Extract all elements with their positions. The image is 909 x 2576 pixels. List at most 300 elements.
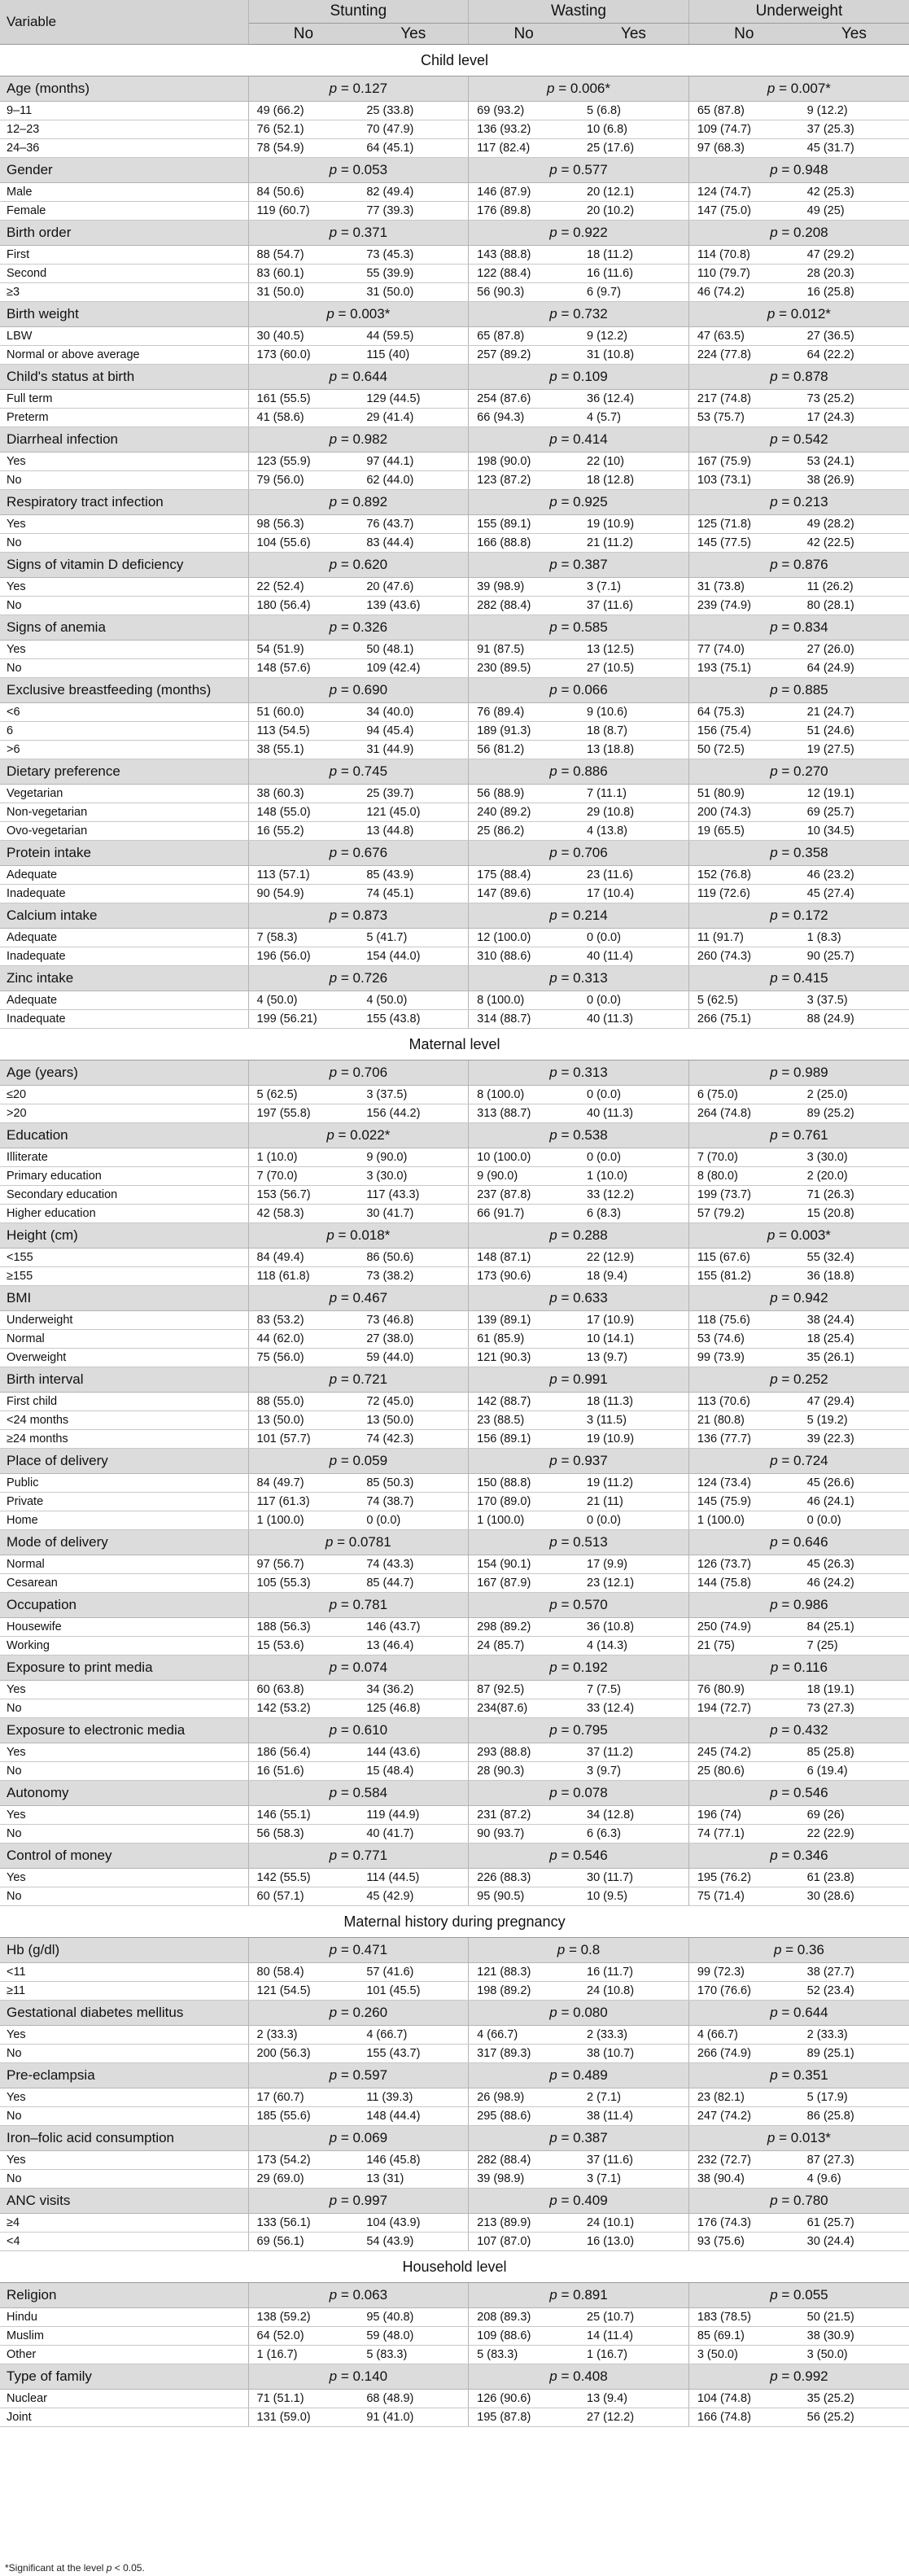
p-value: p = 0.252	[688, 1367, 909, 1393]
table-row	[0, 641, 909, 659]
count-cell: 136 (77.7)	[688, 1430, 798, 1449]
variable-label: Control of money	[0, 1843, 248, 1869]
count-cell: 39 (22.3)	[799, 1430, 909, 1449]
category-label: Normal	[0, 1555, 248, 1574]
category-label: ≤20	[0, 1086, 248, 1104]
category-label: ≥3	[0, 283, 248, 302]
category-label: <24 months	[0, 1411, 248, 1430]
count-cell: 23 (88.5)	[469, 1411, 579, 1430]
count-cell: 5 (62.5)	[248, 1086, 358, 1104]
count-cell: 13 (46.4)	[358, 1637, 468, 1655]
count-cell: 18 (25.4)	[799, 1330, 909, 1349]
variable-group-row	[0, 553, 909, 578]
count-cell: 4 (66.7)	[688, 2026, 798, 2045]
p-value: p = 0.584	[248, 1781, 469, 1806]
count-cell: 293 (88.8)	[469, 1743, 579, 1762]
p-value: p = 0.761	[688, 1123, 909, 1148]
variable-group-row	[0, 2126, 909, 2151]
count-cell: 6 (9.7)	[579, 283, 688, 302]
count-cell: 147 (89.6)	[469, 885, 579, 903]
p-value: p = 0.006*	[469, 77, 689, 102]
count-cell: 113 (54.5)	[248, 722, 358, 741]
variable-label: Age (months)	[0, 77, 248, 102]
count-cell: 61 (23.8)	[799, 1869, 909, 1887]
category-label: ≥155	[0, 1267, 248, 1286]
category-label: Normal	[0, 1330, 248, 1349]
count-cell: 25 (80.6)	[688, 1762, 798, 1781]
variable-label: Education	[0, 1123, 248, 1148]
variable-group-row	[0, 221, 909, 246]
variable-group-row	[0, 302, 909, 327]
count-cell: 45 (26.3)	[799, 1555, 909, 1574]
table-row	[0, 1267, 909, 1286]
category-label: Housewife	[0, 1618, 248, 1637]
count-cell: 33 (12.4)	[579, 1699, 688, 1718]
count-cell: 34 (40.0)	[358, 703, 468, 722]
variable-group-row	[0, 1449, 909, 1474]
p-value: p = 0.992	[688, 2364, 909, 2390]
variable-label: Birth order	[0, 221, 248, 246]
count-cell: 232 (72.7)	[688, 2151, 798, 2170]
p-value: p = 0.690	[248, 678, 469, 703]
p-value: p = 0.886	[469, 759, 689, 785]
table-row	[0, 1825, 909, 1843]
section-row	[0, 2251, 909, 2283]
p-value: p = 0.080	[469, 2001, 689, 2026]
count-cell: 155 (89.1)	[469, 515, 579, 534]
p-value: p = 0.358	[688, 841, 909, 866]
count-cell: 4 (50.0)	[248, 991, 358, 1010]
count-cell: 154 (44.0)	[358, 947, 468, 966]
category-label: Hindu	[0, 2308, 248, 2327]
count-cell: 104 (43.9)	[358, 2214, 468, 2233]
count-cell: 47 (29.2)	[799, 246, 909, 265]
table-row	[0, 1699, 909, 1718]
count-cell: 46 (24.1)	[799, 1493, 909, 1511]
p-value: p = 0.003*	[688, 1223, 909, 1249]
variable-group-row	[0, 427, 909, 453]
variable-group-row	[0, 2189, 909, 2214]
count-cell: 3 (37.5)	[358, 1086, 468, 1104]
table-row	[0, 2346, 909, 2364]
p-value: p = 0.942	[688, 1286, 909, 1311]
count-cell: 49 (25)	[799, 202, 909, 221]
count-cell: 0 (0.0)	[358, 1511, 468, 1530]
table-row	[0, 1806, 909, 1825]
count-cell: 117 (61.3)	[248, 1493, 358, 1511]
count-cell: 76 (52.1)	[248, 120, 358, 139]
variable-label: BMI	[0, 1286, 248, 1311]
count-cell: 199 (73.7)	[688, 1186, 798, 1205]
count-cell: 22 (10)	[579, 453, 688, 471]
count-cell: 24 (10.8)	[579, 1982, 688, 2001]
count-cell: 69 (25.7)	[799, 803, 909, 822]
count-cell: 2 (20.0)	[799, 1167, 909, 1186]
variable-group-row	[0, 2001, 909, 2026]
count-cell: 61 (85.9)	[469, 1330, 579, 1349]
count-cell: 7 (11.1)	[579, 785, 688, 803]
count-cell: 5 (17.9)	[799, 2088, 909, 2107]
p-value: p = 0.003*	[248, 302, 469, 327]
count-cell: 28 (90.3)	[469, 1762, 579, 1781]
variable-group-row	[0, 1655, 909, 1681]
count-cell: 121 (88.3)	[469, 1963, 579, 1982]
count-cell: 88 (54.7)	[248, 246, 358, 265]
category-label: <11	[0, 1963, 248, 1982]
count-cell: 30 (41.7)	[358, 1205, 468, 1223]
count-cell: 4 (50.0)	[358, 991, 468, 1010]
count-cell: 25 (17.6)	[579, 139, 688, 158]
count-cell: 224 (77.8)	[688, 346, 798, 365]
count-cell: 44 (62.0)	[248, 1330, 358, 1349]
count-cell: 13 (50.0)	[248, 1411, 358, 1430]
count-cell: 36 (12.4)	[579, 390, 688, 409]
header-wasting: Wasting	[469, 0, 689, 24]
count-cell: 21 (80.8)	[688, 1411, 798, 1430]
count-cell: 195 (76.2)	[688, 1869, 798, 1887]
count-cell: 125 (46.8)	[358, 1699, 468, 1718]
variable-label: Respiratory tract infection	[0, 490, 248, 515]
table-row	[0, 1963, 909, 1982]
count-cell: 155 (43.7)	[358, 2045, 468, 2063]
category-label: No	[0, 471, 248, 490]
variable-group-row	[0, 1061, 909, 1086]
variable-label: Diarrheal infection	[0, 427, 248, 453]
category-label: Cesarean	[0, 1574, 248, 1593]
p-value: p = 0.644	[688, 2001, 909, 2026]
count-cell: 103 (73.1)	[688, 471, 798, 490]
p-value: p = 0.140	[248, 2364, 469, 2390]
count-cell: 1 (8.3)	[799, 929, 909, 947]
count-cell: 47 (63.5)	[688, 327, 798, 346]
count-cell: 20 (12.1)	[579, 183, 688, 202]
count-cell: 0 (0.0)	[579, 1086, 688, 1104]
table-row	[0, 722, 909, 741]
count-cell: 85 (50.3)	[358, 1474, 468, 1493]
count-cell: 27 (26.0)	[799, 641, 909, 659]
count-cell: 260 (74.3)	[688, 947, 798, 966]
count-cell: 17 (24.3)	[799, 409, 909, 427]
count-cell: 39 (98.9)	[469, 578, 579, 597]
count-cell: 40 (11.3)	[579, 1010, 688, 1029]
count-cell: 313 (88.7)	[469, 1104, 579, 1123]
count-cell: 7 (25)	[799, 1637, 909, 1655]
p-value: p = 0.172	[688, 903, 909, 929]
p-value: p = 0.706	[248, 1061, 469, 1086]
header-variable: Variable	[0, 0, 248, 45]
count-cell: 28 (20.3)	[799, 265, 909, 283]
count-cell: 167 (87.9)	[469, 1574, 579, 1593]
count-cell: 13 (9.7)	[579, 1349, 688, 1367]
count-cell: 73 (46.8)	[358, 1311, 468, 1330]
category-label: Illiterate	[0, 1148, 248, 1167]
count-cell: 121 (45.0)	[358, 803, 468, 822]
category-label: Non-vegetarian	[0, 803, 248, 822]
p-value: p = 0.371	[248, 221, 469, 246]
count-cell: 186 (56.4)	[248, 1743, 358, 1762]
count-cell: 31 (44.9)	[358, 741, 468, 759]
count-cell: 109 (88.6)	[469, 2327, 579, 2346]
section-row	[0, 1029, 909, 1061]
count-cell: 77 (74.0)	[688, 641, 798, 659]
p-value: p = 0.409	[469, 2189, 689, 2214]
p-value: p = 0.063	[248, 2283, 469, 2308]
category-label: No	[0, 534, 248, 553]
count-cell: 115 (40)	[358, 346, 468, 365]
count-cell: 53 (24.1)	[799, 453, 909, 471]
header-underweight: Underweight	[688, 0, 909, 24]
p-value: p = 0.326	[248, 615, 469, 641]
count-cell: 0 (0.0)	[579, 1148, 688, 1167]
variable-group-row	[0, 1367, 909, 1393]
count-cell: 94 (45.4)	[358, 722, 468, 741]
count-cell: 99 (73.9)	[688, 1349, 798, 1367]
count-cell: 69 (26)	[799, 1806, 909, 1825]
table-row	[0, 515, 909, 534]
count-cell: 0 (0.0)	[579, 1511, 688, 1530]
count-cell: 166 (88.8)	[469, 534, 579, 553]
count-cell: 8 (100.0)	[469, 1086, 579, 1104]
variable-label: Protein intake	[0, 841, 248, 866]
category-label: No	[0, 1825, 248, 1843]
variable-label: Exclusive breastfeeding (months)	[0, 678, 248, 703]
count-cell: 166 (74.8)	[688, 2408, 798, 2427]
category-label: 12–23	[0, 120, 248, 139]
category-label: Ovo-vegetarian	[0, 822, 248, 841]
table-row	[0, 2045, 909, 2063]
header-wasting-yes: Yes	[579, 24, 688, 45]
count-cell: 6 (6.3)	[579, 1825, 688, 1843]
p-value: p = 0.055	[688, 2283, 909, 2308]
count-cell: 131 (59.0)	[248, 2408, 358, 2427]
table-row	[0, 2088, 909, 2107]
p-value: p = 0.0781	[248, 1530, 469, 1555]
count-cell: 0 (0.0)	[579, 929, 688, 947]
count-cell: 101 (45.5)	[358, 1982, 468, 2001]
count-cell: 105 (55.3)	[248, 1574, 358, 1593]
table-row	[0, 1086, 909, 1104]
category-label: Yes	[0, 453, 248, 471]
table-row	[0, 1186, 909, 1205]
count-cell: 3 (37.5)	[799, 991, 909, 1010]
p-value: p = 0.022*	[248, 1123, 469, 1148]
count-cell: 17 (60.7)	[248, 2088, 358, 2107]
category-label: Inadequate	[0, 947, 248, 966]
count-cell: 25 (86.2)	[469, 822, 579, 841]
count-cell: 126 (73.7)	[688, 1555, 798, 1574]
count-cell: 97 (68.3)	[688, 139, 798, 158]
p-value: p = 0.288	[469, 1223, 689, 1249]
count-cell: 142 (88.7)	[469, 1393, 579, 1411]
p-value: p = 0.721	[248, 1367, 469, 1393]
count-cell: 39 (98.9)	[469, 2170, 579, 2189]
count-cell: 152 (76.8)	[688, 866, 798, 885]
count-cell: 146 (55.1)	[248, 1806, 358, 1825]
table-row	[0, 1574, 909, 1593]
category-label: Yes	[0, 1681, 248, 1699]
header-wasting-no: No	[469, 24, 579, 45]
count-cell: 91 (87.5)	[469, 641, 579, 659]
count-cell: 16 (25.8)	[799, 283, 909, 302]
count-cell: 237 (87.8)	[469, 1186, 579, 1205]
p-value: p = 0.676	[248, 841, 469, 866]
count-cell: 45 (42.9)	[358, 1887, 468, 1906]
count-cell: 3 (30.0)	[799, 1148, 909, 1167]
count-cell: 69 (56.1)	[248, 2233, 358, 2251]
count-cell: 73 (38.2)	[358, 1267, 468, 1286]
table-row	[0, 2408, 909, 2427]
p-value: p = 0.116	[688, 1655, 909, 1681]
count-cell: 183 (78.5)	[688, 2308, 798, 2327]
p-value: p = 0.387	[469, 2126, 689, 2151]
p-value: p = 0.873	[248, 903, 469, 929]
count-cell: 64 (24.9)	[799, 659, 909, 678]
count-cell: 59 (44.0)	[358, 1349, 468, 1367]
count-cell: 1 (10.0)	[248, 1148, 358, 1167]
count-cell: 148 (57.6)	[248, 659, 358, 678]
count-cell: 83 (53.2)	[248, 1311, 358, 1330]
category-label: Yes	[0, 1869, 248, 1887]
p-value: p = 0.013*	[688, 2126, 909, 2151]
category-label: Working	[0, 1637, 248, 1655]
count-cell: 3 (7.1)	[579, 2170, 688, 2189]
count-cell: 25 (10.7)	[579, 2308, 688, 2327]
table-row	[0, 1982, 909, 2001]
count-cell: 19 (11.2)	[579, 1474, 688, 1493]
category-label: No	[0, 659, 248, 678]
table-row	[0, 2308, 909, 2327]
count-cell: 194 (72.7)	[688, 1699, 798, 1718]
category-label: Other	[0, 2346, 248, 2364]
p-value: p = 0.346	[688, 1843, 909, 1869]
count-cell: 74 (38.7)	[358, 1493, 468, 1511]
count-cell: 95 (90.5)	[469, 1887, 579, 1906]
p-value: p = 0.892	[248, 490, 469, 515]
category-label: 6	[0, 722, 248, 741]
count-cell: 175 (88.4)	[469, 866, 579, 885]
category-label: Underweight	[0, 1311, 248, 1330]
count-cell: 6 (19.4)	[799, 1762, 909, 1781]
count-cell: 31 (50.0)	[358, 283, 468, 302]
count-cell: 91 (41.0)	[358, 2408, 468, 2427]
count-cell: 66 (91.7)	[469, 1205, 579, 1223]
category-label: No	[0, 2045, 248, 2063]
count-cell: 155 (43.8)	[358, 1010, 468, 1029]
count-cell: 282 (88.4)	[469, 597, 579, 615]
count-cell: 78 (54.9)	[248, 139, 358, 158]
count-cell: 139 (43.6)	[358, 597, 468, 615]
count-cell: 23 (12.1)	[579, 1574, 688, 1593]
variable-label: Gestational diabetes mellitus	[0, 2001, 248, 2026]
count-cell: 56 (81.2)	[469, 741, 579, 759]
count-cell: 4 (9.6)	[799, 2170, 909, 2189]
table-row	[0, 1743, 909, 1762]
count-cell: 27 (10.5)	[579, 659, 688, 678]
count-cell: 247 (74.2)	[688, 2107, 798, 2126]
count-cell: 60 (63.8)	[248, 1681, 358, 1699]
count-cell: 1 (100.0)	[688, 1511, 798, 1530]
table-row	[0, 1430, 909, 1449]
count-cell: 155 (81.2)	[688, 1267, 798, 1286]
table-row	[0, 1618, 909, 1637]
variable-label: Exposure to electronic media	[0, 1718, 248, 1743]
table-row	[0, 2390, 909, 2408]
p-value: p = 0.213	[688, 490, 909, 515]
count-cell: 80 (58.4)	[248, 1963, 358, 1982]
table-row	[0, 578, 909, 597]
table-row	[0, 2214, 909, 2233]
table-row	[0, 471, 909, 490]
count-cell: 5 (83.3)	[358, 2346, 468, 2364]
category-label: Male	[0, 183, 248, 202]
count-cell: 119 (44.9)	[358, 1806, 468, 1825]
table-row	[0, 1681, 909, 1699]
count-cell: 42 (25.3)	[799, 183, 909, 202]
category-label: Yes	[0, 2151, 248, 2170]
variable-label: Exposure to print media	[0, 1655, 248, 1681]
count-cell: 45 (27.4)	[799, 885, 909, 903]
count-cell: 142 (53.2)	[248, 1699, 358, 1718]
count-cell: 146 (43.7)	[358, 1618, 468, 1637]
count-cell: 72 (45.0)	[358, 1393, 468, 1411]
count-cell: 23 (11.6)	[579, 866, 688, 885]
count-cell: 86 (50.6)	[358, 1249, 468, 1267]
category-label: Inadequate	[0, 1010, 248, 1029]
p-value: p = 0.633	[469, 1286, 689, 1311]
table-row	[0, 1104, 909, 1123]
category-label: First child	[0, 1393, 248, 1411]
count-cell: 47 (29.4)	[799, 1393, 909, 1411]
table-row	[0, 659, 909, 678]
count-cell: 69 (93.2)	[469, 102, 579, 120]
count-cell: 129 (44.5)	[358, 390, 468, 409]
count-cell: 231 (87.2)	[469, 1806, 579, 1825]
p-value: p = 0.706	[469, 841, 689, 866]
count-cell: 148 (44.4)	[358, 2107, 468, 2126]
count-cell: 75 (56.0)	[248, 1349, 358, 1367]
category-label: Overweight	[0, 1349, 248, 1367]
count-cell: 298 (89.2)	[469, 1618, 579, 1637]
category-label: Yes	[0, 2026, 248, 2045]
variable-label: Hb (g/dl)	[0, 1938, 248, 1963]
count-cell: 5 (83.3)	[469, 2346, 579, 2364]
p-value: p = 0.542	[688, 427, 909, 453]
count-cell: 8 (100.0)	[469, 991, 579, 1010]
count-cell: 2 (33.3)	[799, 2026, 909, 2045]
count-cell: 49 (28.2)	[799, 515, 909, 534]
count-cell: 226 (88.3)	[469, 1869, 579, 1887]
p-value: p = 0.585	[469, 615, 689, 641]
table-row	[0, 534, 909, 553]
section-title: Child level	[0, 45, 909, 77]
count-cell: 109 (74.7)	[688, 120, 798, 139]
table-row	[0, 885, 909, 903]
count-cell: 24 (85.7)	[469, 1637, 579, 1655]
p-value: p = 0.795	[469, 1718, 689, 1743]
count-cell: 37 (11.6)	[579, 2151, 688, 2170]
table-header	[0, 0, 909, 45]
count-cell: 46 (24.2)	[799, 1574, 909, 1593]
count-cell: 119 (72.6)	[688, 885, 798, 903]
category-label: ≥11	[0, 1982, 248, 2001]
count-cell: 25 (33.8)	[358, 102, 468, 120]
variable-label: Zinc intake	[0, 966, 248, 991]
count-cell: 121 (90.3)	[469, 1349, 579, 1367]
count-cell: 38 (11.4)	[579, 2107, 688, 2126]
count-cell: 124 (73.4)	[688, 1474, 798, 1493]
table-row	[0, 991, 909, 1010]
count-cell: 93 (75.6)	[688, 2233, 798, 2251]
